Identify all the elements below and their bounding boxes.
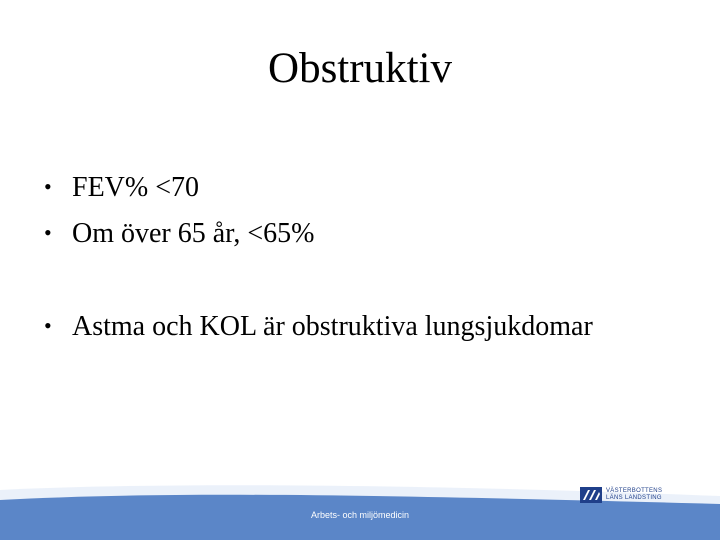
footer-text: Arbets- och miljömedicin <box>310 510 410 520</box>
bullet-text: FEV% <70 <box>72 172 200 203</box>
bullet-item <box>44 170 199 205</box>
slide-title: Obstruktiv <box>268 45 452 92</box>
bullet-text: Astma och KOL är obstruktiva lungsjukdomar <box>72 311 593 342</box>
organization-logo <box>580 486 662 504</box>
logo-line-1: VÄSTERBOTTENS <box>606 488 663 494</box>
bullet-item <box>44 309 593 344</box>
bullet-text: Om över 65 år, <65% <box>72 218 315 249</box>
bullet-icon: • <box>44 220 52 245</box>
bullet-icon: • <box>44 174 52 199</box>
logo-line-2: LÄNS LANDSTING <box>606 495 662 501</box>
bullet-item <box>44 216 315 251</box>
bullet-icon: • <box>44 313 52 338</box>
landsting-logo-icon <box>580 487 602 503</box>
logo-text <box>606 488 662 502</box>
